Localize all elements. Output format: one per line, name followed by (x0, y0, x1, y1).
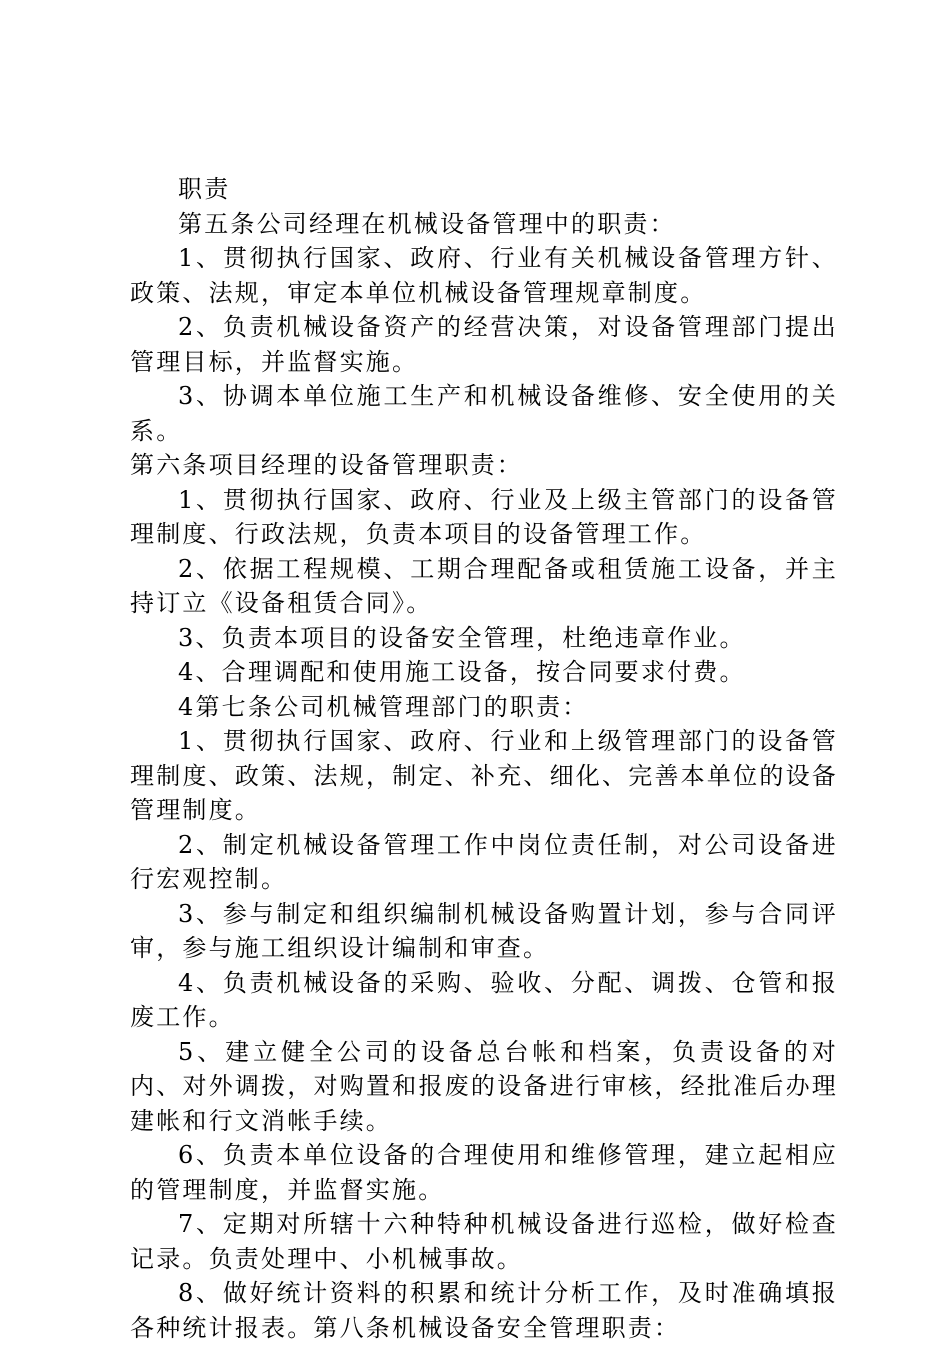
paragraph-item: 1、贯彻执行国家、政府、行业及上级主管部门的设备管理制度、行政法规，负责本项目的设备管理工作。 (130, 485, 838, 548)
paragraph-item: 7、定期对所辖十六种特种机械设备进行巡检，做好检查记录。负责处理中、小机械事故。 (130, 1210, 838, 1273)
paragraph-item: 8、做好统计资料的积累和统计分析工作，及时准确填报各种统计报表。第八条机械设备安全管理职责： (130, 1279, 838, 1342)
paragraph-item: 2、依据工程规模、工期合理配备或租赁施工设备，并主持订立《设备租赁合同》。 (130, 554, 838, 617)
paragraph-article-6: 第六条项目经理的设备管理职责： (130, 451, 523, 479)
paragraph-item: 2、负责机械设备资产的经营决策，对设备管理部门提出管理目标，并监督实施。 (130, 313, 838, 376)
paragraph-item: 1、贯彻执行国家、政府、行业有关机械设备管理方针、政策、法规，审定本单位机械设备管理规章制度。 (130, 244, 838, 307)
paragraph-item: 3、负责本项目的设备安全管理，杜绝违章作业。 (178, 623, 746, 652)
document-body (130, 172, 838, 1345)
paragraph-item: 4、合理调配和使用施工设备，按合同要求付费。 (178, 658, 746, 686)
paragraph-item: 3、协调本单位施工生产和机械设备维修、安全使用的关系。 (130, 382, 838, 445)
paragraph-article-5: 第五条公司经理在机械设备管理中的职责： (178, 209, 676, 238)
paragraph-item: 2、制定机械设备管理工作中岗位责任制，对公司设备进行宏观控制。 (130, 830, 838, 893)
paragraph-article-7: 4第七条公司机械管理部门的职责： (178, 692, 589, 721)
paragraph-item: 3、参与制定和组织编制机械设备购置计划，参与合同评审，参与施工组织设计编制和审查。 (130, 899, 838, 962)
paragraph-heading: 职责 (178, 175, 231, 203)
paragraph-item: 4、负责机械设备的采购、验收、分配、调拨、仓管和报废工作。 (130, 968, 838, 1031)
paragraph-item: 5、建立健全公司的设备总台帐和档案，负责设备的对内、对外调拨，对购置和报废的设备进行审核，经批准后办理建帐和行文消帐手续。 (130, 1037, 838, 1135)
paragraph-item: 6、负责本单位设备的合理使用和维修管理，建立起相应的管理制度，并监督实施。 (130, 1141, 838, 1204)
paragraph-item: 1、贯彻执行国家、政府、行业和上级管理部门的设备管理制度、政策、法规，制定、补充、细化、完善本单位的设备管理制度。 (130, 727, 838, 824)
